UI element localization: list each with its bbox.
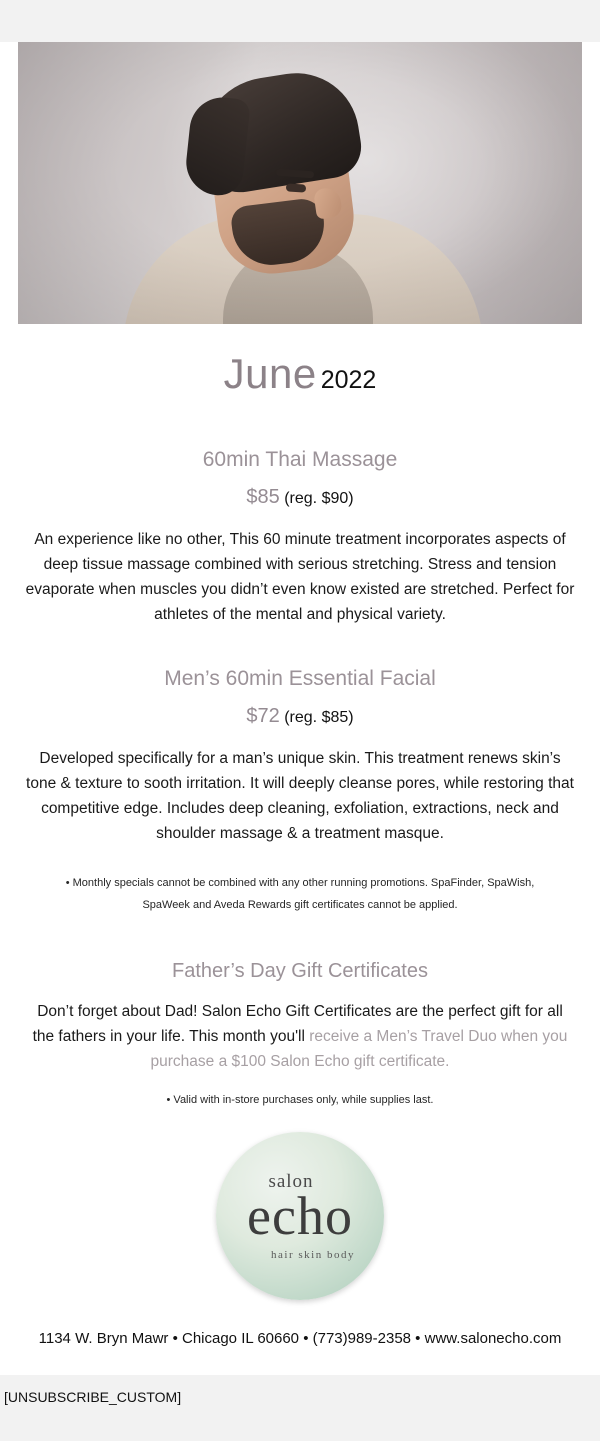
offer-price-row — [18, 705, 582, 728]
gift-certificates-title: Father’s Day Gift Certificates — [171, 960, 428, 982]
title-year: 2022 — [320, 366, 377, 394]
offer-regular-price: (reg. $90) — [284, 490, 354, 507]
offer-title: 60min Thai Massage — [202, 448, 398, 471]
logo-tagline: hair skin body — [271, 1249, 355, 1261]
offers-section — [0, 408, 600, 1365]
email-body — [0, 42, 600, 1375]
title-month: June — [223, 350, 317, 397]
page-title — [0, 324, 600, 408]
offer-price-row — [18, 486, 582, 509]
offer-price: $85 — [246, 486, 280, 508]
offer-price: $72 — [246, 705, 280, 727]
footer-address: 1134 W. Bryn Mawr • Chicago IL 60660 • (773)989-2358 • www.salonecho.com — [38, 1330, 562, 1347]
promotions-disclaimer: • Monthly specials cannot be combined with any other running promotions. SpaFinder, SpaWish, SpaWeek and Aveda Rewards gift certificates cannot be applied. — [65, 877, 535, 911]
offer-description: An experience like no other, This 60 minute treatment incorporates aspects of deep tissue massage combined with serious stretching. Stress and tension evaporate when muscles you didn’t even know existed are stretched. Perfect for athletes of the mental and physical variety. — [25, 531, 575, 623]
gift-certificates-body — [26, 999, 574, 1074]
gift-fineprint: • Valid with in-store purchases only, while supplies last. — [166, 1094, 434, 1106]
offer-item — [18, 408, 582, 627]
logo-wrapper — [18, 1132, 582, 1300]
logo-salon-text: salon — [268, 1171, 314, 1192]
logo-echo-text: echo — [247, 1186, 353, 1246]
gift-body-lead: Don’t forget about Dad! Salon Echo Gift Certificates are the perfect gift for all the fathers in your life. This month you'll — [32, 1003, 563, 1045]
hero-vignette — [18, 42, 582, 324]
gift-body-highlight: receive a Men’s Travel Duo when you purchase a $100 Salon Echo gift certificate. — [150, 1028, 568, 1070]
offer-regular-price: (reg. $85) — [284, 709, 354, 726]
offer-description: Developed specifically for a man’s unique skin. This treatment renews skin’s tone & texture to sooth irritation. It will deeply cleanse pores, while restoring that competitive edge. Includes deep cleaning, exfoliation, extractions, neck and shoulder massage & a treatment masque. — [26, 750, 574, 842]
offer-title: Men’s 60min Essential Facial — [164, 667, 436, 690]
unsubscribe-link[interactable]: [UNSUBSCRIBE_CUSTOM] — [0, 1375, 600, 1405]
offer-item — [18, 627, 582, 846]
salon-echo-logo — [216, 1132, 384, 1300]
hero-image — [18, 42, 582, 324]
